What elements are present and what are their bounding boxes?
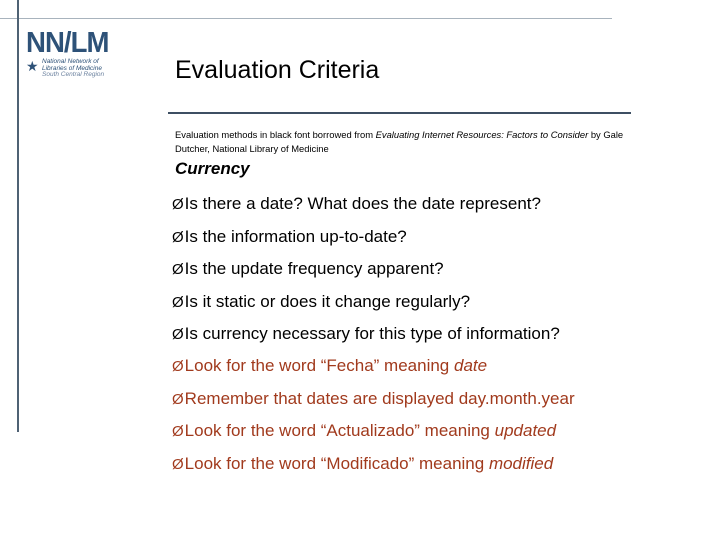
arrow-bullet-icon: Ø	[172, 358, 184, 375]
bullet-item: ØRemember that dates are displayed day.month.year	[172, 389, 575, 408]
arrow-bullet-icon: Ø	[172, 456, 184, 473]
arrow-bullet-icon: Ø	[172, 229, 184, 246]
bullet-item: ØLook for the word “Fecha” meaning date	[172, 356, 488, 375]
arrow-bullet-icon: Ø	[172, 196, 184, 213]
left-divider	[17, 0, 19, 432]
bullet-item: ØIs currency necessary for this type of information?	[172, 324, 560, 343]
bullet-item: ØLook for the word “Actualizado” meaning updated	[172, 421, 557, 440]
star-icon: ★	[26, 58, 39, 74]
source-note-prefix: Evaluation methods in black font borrowed from	[175, 129, 376, 140]
title-underline	[168, 112, 631, 114]
arrow-bullet-icon: Ø	[172, 391, 184, 408]
arrow-bullet-icon: Ø	[172, 326, 184, 343]
bullet-item: ØIs the update frequency apparent?	[172, 259, 444, 278]
bullet-item: ØIs it static or does it change regularly?	[172, 292, 471, 311]
bullet-item: ØLook for the word “Modificado” meaning modified	[172, 454, 554, 473]
top-divider	[0, 18, 612, 19]
source-note-suffix: by Gale Dutcher, National Library of Medicine	[175, 129, 624, 154]
logo-region: South Central Region	[42, 71, 105, 79]
logo-line-1: National Network of	[42, 58, 99, 65]
logo-line-2: Libraries of Medicine	[42, 64, 102, 72]
arrow-bullet-icon: Ø	[172, 294, 184, 311]
arrow-bullet-icon: Ø	[172, 261, 184, 278]
logo-caption	[42, 59, 104, 79]
arrow-bullet-icon: Ø	[172, 423, 184, 440]
nnlm-logo	[26, 28, 138, 79]
logo-mark: NN/LM	[26, 27, 109, 59]
source-note	[175, 128, 645, 156]
bullet-item: ØIs there a date? What does the date represent?	[172, 194, 541, 213]
slide-title: Evaluation Criteria	[175, 56, 380, 84]
section-heading: Currency	[175, 159, 250, 178]
bullet-item: ØIs the information up-to-date?	[172, 227, 407, 246]
source-note-title: Evaluating Internet Resources: Factors to Consider	[375, 129, 589, 140]
